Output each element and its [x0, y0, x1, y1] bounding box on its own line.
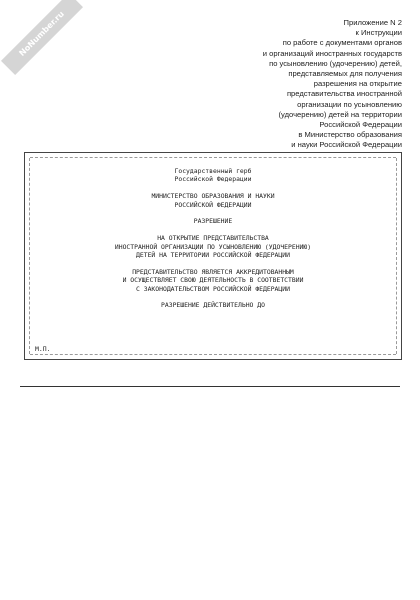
- purpose-line: НА ОТКРЫТИЕ ПРЕДСТАВИТЕЛЬСТВА: [157, 234, 269, 243]
- certificate-form: [24, 152, 402, 360]
- accreditation-line: И ОСУЩЕСТВЛЯЕТ СВОЮ ДЕЯТЕЛЬНОСТЬ В СООТВЕТСТВИИ: [122, 276, 304, 285]
- appendix-line: разрешения на открытие: [313, 79, 402, 89]
- document-title: РАЗРЕШЕНИЕ: [193, 217, 233, 226]
- form-border-dashed: [30, 354, 396, 355]
- form-border-dashed: [29, 158, 30, 354]
- appendix-line: представляемых для получения: [288, 69, 402, 79]
- appendix-line: организации по усыновлению: [297, 99, 402, 109]
- appendix-line: к Инструкции: [355, 28, 402, 38]
- appendix-line: и организаций иностранных государств: [262, 48, 402, 58]
- appendix-line: и науки Российской Федерации: [291, 140, 402, 150]
- validity-line: РАЗРЕШЕНИЕ ДЕЙСТВИТЕЛЬНО ДО: [161, 301, 265, 310]
- appendix-line: (удочерению) детей на территории: [278, 109, 402, 119]
- ministry-line: МИНИСТЕРСТВО ОБРАЗОВАНИЯ И НАУКИ: [151, 192, 275, 201]
- watermark-label: NoNumber.ru: [1, 0, 83, 75]
- appendix-line: по усыновлению (удочерению) детей,: [269, 58, 402, 68]
- form-border-dashed: [396, 158, 397, 354]
- appendix-line: в Министерство образования: [298, 130, 402, 140]
- form-border-dashed: [30, 157, 396, 158]
- certificate-text: [35, 167, 391, 310]
- accreditation-line: С ЗАКОНОДАТЕЛЬСТВОМ РОССИЙСКОЙ ФЕДЕРАЦИИ: [136, 284, 290, 293]
- horizontal-rule: [20, 386, 400, 387]
- purpose-line: ИНОСТРАННОЙ ОРГАНИЗАЦИИ ПО УСЫНОВЛЕНИЮ (УДОЧЕРЕНИЮ): [114, 242, 312, 251]
- appendix-line: Российской Федерации: [319, 120, 402, 130]
- emblem-line: Российской Федерации: [174, 175, 252, 184]
- purpose-line: ДЕТЕЙ НА ТЕРРИТОРИИ РОССИЙСКОЙ ФЕДЕРАЦИИ: [136, 251, 290, 260]
- appendix-header: [212, 18, 402, 151]
- ministry-line: РОССИЙСКОЙ ФЕДЕРАЦИИ: [174, 200, 252, 209]
- stamp-place-label: М.П.: [35, 345, 51, 353]
- appendix-line: представительства иностранной: [286, 89, 402, 99]
- emblem-line: Государственный герб: [174, 167, 252, 175]
- accreditation-line: ПРЕДСТАВИТЕЛЬСТВО ЯВЛЯЕТСЯ АККРЕДИТОВАННЫМ: [132, 267, 294, 276]
- appendix-line: Приложение N 2: [343, 18, 402, 27]
- appendix-line: по работе с документами органов: [282, 38, 402, 48]
